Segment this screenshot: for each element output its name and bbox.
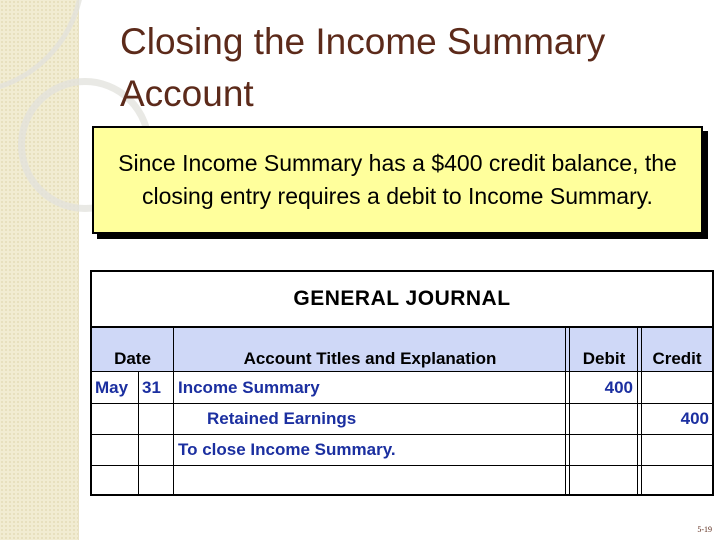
grid-line bbox=[637, 326, 638, 496]
entry-debit bbox=[569, 435, 637, 465]
header-account: Account Titles and Explanation bbox=[243, 349, 497, 368]
header-date: Date bbox=[114, 349, 151, 368]
entry-account: Retained Earnings bbox=[207, 409, 357, 428]
entry-explanation: To close Income Summary. bbox=[178, 440, 396, 459]
entry-credit: 400 bbox=[680, 409, 709, 428]
callout-box bbox=[92, 126, 703, 234]
header-debit: Debit bbox=[582, 349, 626, 368]
grid-line bbox=[173, 326, 174, 496]
journal-header-row bbox=[92, 326, 712, 372]
slide-title: Closing the Income Summary Account bbox=[120, 21, 606, 114]
entry-credit bbox=[641, 435, 713, 465]
entry-day bbox=[142, 435, 172, 465]
grid-line bbox=[565, 326, 566, 496]
grid-line bbox=[92, 465, 712, 466]
entry-credit bbox=[641, 373, 713, 403]
callout-text: Since Income Summary has a $400 credit balance, the closing entry requires a debit to Income Summary. bbox=[118, 150, 677, 209]
entry-account: Income Summary bbox=[178, 378, 320, 397]
entry-day bbox=[142, 404, 172, 434]
entry-month: May bbox=[95, 378, 129, 397]
entry-month bbox=[95, 435, 138, 465]
entry-debit: 400 bbox=[604, 378, 633, 397]
header-credit: Credit bbox=[652, 349, 702, 368]
journal-title: GENERAL JOURNAL bbox=[293, 287, 511, 310]
entry-day: 31 bbox=[142, 378, 161, 397]
entry-month bbox=[95, 404, 138, 434]
general-journal-table bbox=[90, 270, 714, 496]
slide-number: 5-19 bbox=[697, 525, 712, 534]
entry-debit bbox=[569, 404, 637, 434]
